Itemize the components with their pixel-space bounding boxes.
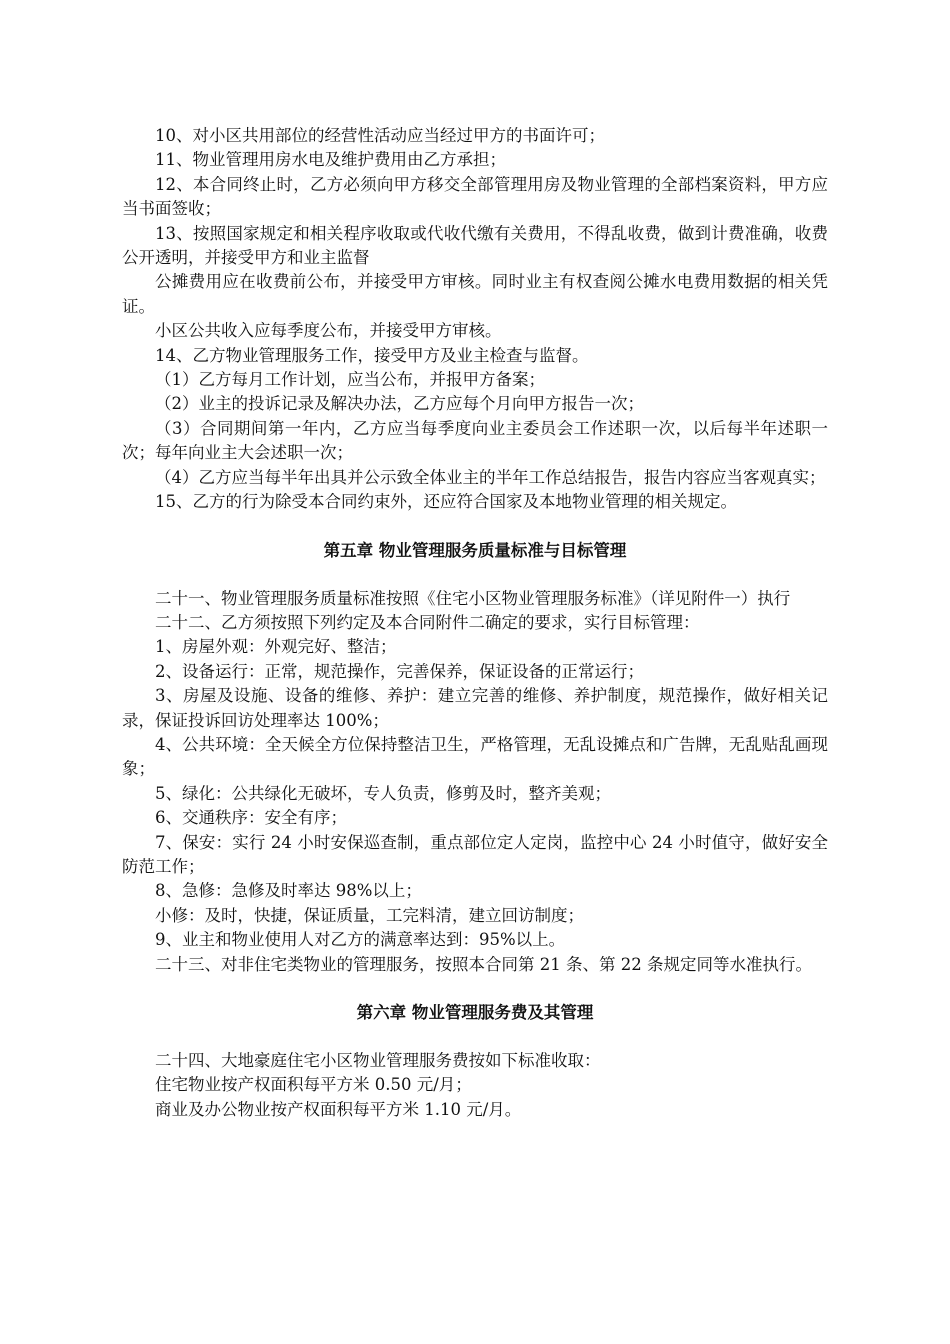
document-body xyxy=(122,124,828,1122)
spacer xyxy=(122,515,828,537)
clause-11: 11、物业管理用房水电及维护费用由乙方承担； xyxy=(155,150,506,170)
target-2-equipment: 2、设备运行：正常，规范操作，完善保养，保证设备的正常运行； xyxy=(155,661,644,681)
chapter-6-heading: 第六章 物业管理服务费及其管理 xyxy=(356,1003,594,1022)
clause-10: 10、对小区共用部位的经营性活动应当经过甲方的书面许可； xyxy=(155,126,605,145)
clause-14-sub-3: （3）合同期间第一年内，乙方应当每季度向业主委员会工作述职一次，以后每半年述职一次；每年向业主大会述职一次； xyxy=(122,418,828,463)
target-8-minor-repair: 小修：及时，快捷，保证质量，工完料清，建立回访制度； xyxy=(155,905,584,925)
clause-14: 14、乙方物业管理服务工作，接受甲方及业主检查与监督。 xyxy=(155,345,589,365)
clause-15: 15、乙方的行为除受本合同约束外，还应符合国家及本地物业管理的相关规定。 xyxy=(155,492,737,512)
clause-12: 12、本合同终止时，乙方必须向甲方移交全部管理用房及物业管理的全部档案资料，甲方应当书面签收； xyxy=(122,174,828,219)
target-4-environment: 4、公共环境：全天候全方位保持整洁卫生，严格管理，无乱设摊点和广告牌，无乱贴乱画现象； xyxy=(122,734,828,779)
target-7-security: 7、保安：实行 24 小时安保巡查制，重点部位定人定岗，监控中心 24 小时值守，做好安全防范工作； xyxy=(122,832,828,876)
target-1-exterior: 1、房屋外观：外观完好、整洁； xyxy=(155,637,397,657)
clause-13: 13、按照国家规定和相关程序收取或代收代缴有关费用，不得乱收费，做到计费准确，收费公开透明，并接受甲方和业主监督 xyxy=(122,223,828,268)
article-21: 二十一、物业管理服务质量标准按照《住宅小区物业管理服务标准》（详见附件一）执行 xyxy=(155,588,791,608)
article-23: 二十三、对非住宅类物业的管理服务，按照本合同第 21 条、第 22 条规定同等水准执行。 xyxy=(155,954,812,974)
fee-commercial: 商业及办公物业按产权面积每平方米 1.10 元/月。 xyxy=(155,1099,522,1119)
clause-13-shared-fees: 公摊费用应在收费前公布，并接受甲方审核。同时业主有权查阅公摊水电费用数据的相关凭证。 xyxy=(122,272,828,316)
target-9-satisfaction: 9、业主和物业使用人对乙方的满意率达到：95%以上。 xyxy=(155,930,566,950)
article-24: 二十四、大地豪庭住宅小区物业管理服务费按如下标准收取： xyxy=(155,1051,601,1070)
target-5-greening: 5、绿化：公共绿化无破坏，专人负责，修剪及时，整齐美观； xyxy=(155,783,611,803)
clause-14-sub-1: （1）乙方每月工作计划，应当公布，并报甲方备案； xyxy=(155,370,545,390)
spacer xyxy=(122,561,828,587)
spacer xyxy=(122,977,828,999)
target-3-maintenance: 3、房屋及设施、设备的维修、养护：建立完善的维修、养护制度，规范操作，做好相关记录，保证投诉回访处理率达 100%； xyxy=(122,686,828,730)
target-8-emergency-repair: 8、急修：急修及时率达 98%以上； xyxy=(155,881,422,901)
clause-14-sub-2: （2）业主的投诉记录及解决办法，乙方应每个月向甲方报告一次； xyxy=(155,394,644,414)
clause-14-sub-4: （4）乙方应当每半年出具并公示致全体业主的半年工作总结报告，报告内容应当客观真实； xyxy=(155,467,826,487)
article-22: 二十二、乙方须按照下列约定及本合同附件二确定的要求，实行目标管理： xyxy=(155,612,700,632)
clause-13-public-income: 小区公共收入应每季度公布，并接受甲方审核。 xyxy=(155,321,502,341)
spacer xyxy=(122,1023,828,1049)
target-6-traffic: 6、交通秩序：安全有序； xyxy=(155,808,347,828)
chapter-5-heading: 第五章 物业管理服务质量标准与目标管理 xyxy=(323,540,627,560)
fee-residential: 住宅物业按产权面积每平方米 0.50 元/月； xyxy=(155,1075,472,1095)
